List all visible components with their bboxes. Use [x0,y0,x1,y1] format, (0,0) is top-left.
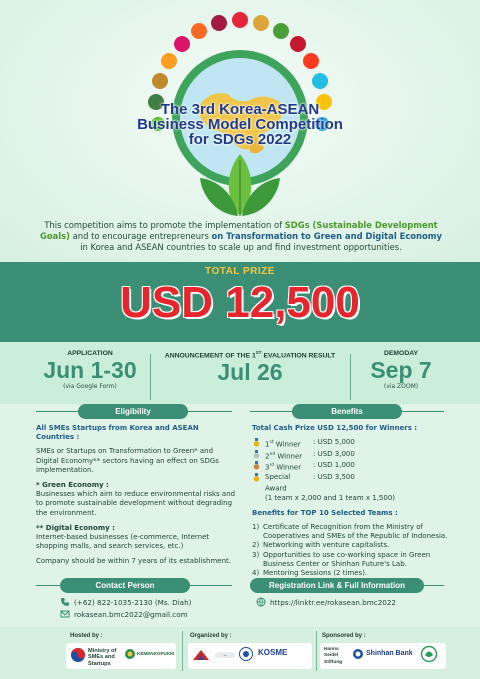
cash-prize-heading: Total Cash Prize USD 12,500 for Winners : [252,424,418,432]
eligibility-heading: All SMEs Startups from Korea and ASEAN Countries : [36,424,199,442]
benefit-number: 1) [252,522,260,531]
embassy-emblem-icon [238,646,254,662]
hanns-seidel-logo-text: Hanns Seidel Stiftung [324,647,343,665]
sponsored-by-label: Sponsored by : [322,633,366,639]
ministry-logo-text: Ministry of SMEs and Startups [88,648,117,667]
total-prize-amount: USD 12,500 [120,278,360,327]
phone-number: (+62) 822-1035-2130 (Ms. Diah) [74,597,192,607]
place-number: 2 [265,452,270,461]
intro-paragraph [36,220,446,252]
kemenkop-emblem-icon [124,648,136,660]
intro-transformation: on Transformation to Green and Digital Economy [211,230,442,241]
benefit-text: Certificate of Recognition from the Ministry of Cooperatives and SMEs of the Republic of Indonesia. [263,522,448,541]
place-number: Special Award [265,472,291,493]
prize-place [265,461,313,473]
prize-row [252,438,452,450]
divider [182,631,183,671]
date-label: APPLICATION [67,350,113,357]
date-value: Jul 26 [217,359,283,386]
place-number: 1 [265,440,270,449]
hosted-by-label: Hosted by : [70,633,103,639]
place-suffix: Winner [274,463,302,472]
kemenkop-logo-text: KEMENKOPUKM [137,651,175,656]
total-prize-label: TOTAL PRIZE [205,266,275,277]
top10-list [252,523,452,578]
date-value: Jun 1-30 [43,357,137,383]
eligibility-section [36,424,236,573]
prize-amount: : USD 1,000 [313,461,355,470]
asean-korea-logo-icon [192,648,210,662]
benefit-number: 3) [252,550,260,559]
title-line: The 3rd Korea-ASEAN [160,101,320,118]
date-note: (via Google Form) [63,383,117,390]
benefit-item [252,551,452,569]
benefit-number: 4) [252,568,260,577]
kosme-logo-text: KOSME [258,648,288,657]
benefits-section [252,424,452,578]
intro-text: and to encourage entrepreneurs [70,230,212,241]
title-line: Business Model Competition [137,116,343,133]
age-requirement: Company should be within 7 years of its establishment. [36,557,232,566]
prize-row [252,473,452,494]
divider [150,354,151,400]
prize-amount: : USD 3,500 [313,472,355,481]
green-economy-title: * Green Economy : [36,481,109,490]
email-icon [60,609,70,619]
registration-link[interactable]: https://linktr.ee/rokasean.bmc2022 [270,597,396,607]
benefit-item [252,541,452,550]
intro-sdgs: SDGs (Sustainable Development Goals) [40,220,438,241]
benefit-text: Opportunities to use co-working space in Green Business Center or Shinhan Future's Lab. [263,550,431,568]
contact-phone [60,597,191,607]
application-date [40,350,140,390]
benefit-text: Networking with venture capitalists. [263,541,390,550]
announcement-date [158,350,342,385]
prize-amount: : USD 5,000 [313,438,355,447]
registration-link-row [256,597,396,607]
medal-icon [252,438,261,447]
place-suffix-sup: nd [269,451,276,457]
email-address[interactable]: rokasean.bmc2022@gmail.com [74,609,188,619]
shinhan-logo-icon [352,648,364,660]
prize-list [252,438,452,493]
place-suffix-sup: rd [269,463,275,469]
divider [316,631,317,671]
competition-title [120,102,360,147]
organized-by-label: Organized by : [190,633,232,639]
benefit-item [252,523,452,541]
benefit-text: Mentoring Sessions (2 times). [263,568,368,577]
green-economy-text: Businesses which aim to reduce environmental risks and to promote sustainable development without degrading the environment. [36,490,236,517]
date-label [158,350,342,359]
special-award-note: (1 team x 2,000 and 1 team x 1,500) [265,493,396,502]
svg-text:~: ~ [223,653,227,658]
top10-heading: Benefits for TOP 10 Selected Teams : [252,508,398,517]
prize-place [265,450,313,462]
benefit-item [252,569,452,578]
intro-text: in Korea and ASEAN countries to scale up and find investment opportunities. [80,241,402,252]
prize-place [265,473,313,494]
prize-place [265,438,313,450]
korea-emblem-icon [70,647,86,663]
phone-icon [60,597,70,607]
green-business-logo-icon [420,645,438,663]
eligibility-header: Eligibility [78,404,188,419]
place-suffix-sup: st [269,440,274,446]
registration-header: Registration Link & Full Information [250,578,424,593]
place-suffix: Winner [275,452,303,461]
place-number: 3 [265,463,270,472]
medal-icon [252,450,261,459]
date-label-sup: ST [255,350,262,355]
demoday-date [356,350,446,390]
prize-row [252,450,452,462]
contact-email [60,609,188,619]
benefits-header: Benefits [292,404,402,419]
divider [350,354,351,400]
digital-economy-text: Internet-based businesses (e-commerce, Internet shopping malls, and search services, etc.) [36,533,210,551]
globe-icon [256,597,266,607]
date-value: Sep 7 [370,357,432,383]
date-label-text: ANNOUNCEMENT OF THE 1 [164,352,256,360]
leaves-graphic [196,150,284,220]
organizer-logo-icon [214,648,236,662]
medal-icon [252,473,261,482]
title-line: for SDGs 2022 [188,131,292,148]
contact-header: Contact Person [60,578,190,593]
prize-amount: : USD 3,000 [313,449,355,458]
date-label: DEMODAY [383,350,419,357]
place-suffix: Winner [273,440,301,449]
date-note: (via ZOOM) [383,383,419,390]
medal-icon [252,461,261,470]
intro-text: This competition aims to promote the implementation of [44,220,285,230]
prize-row [252,461,452,473]
benefit-number: 2) [252,541,260,550]
date-label-end: EVALUATION RESULT [261,352,336,360]
shinhan-bank-logo-text: Shinhan Bank [366,650,413,657]
eligibility-text: SMEs or Startups on Transformation to Green* and Digital Economy** sectors having an effect on SDGs implementation. [36,447,219,474]
digital-economy-title: ** Digital Economy : [36,523,115,532]
